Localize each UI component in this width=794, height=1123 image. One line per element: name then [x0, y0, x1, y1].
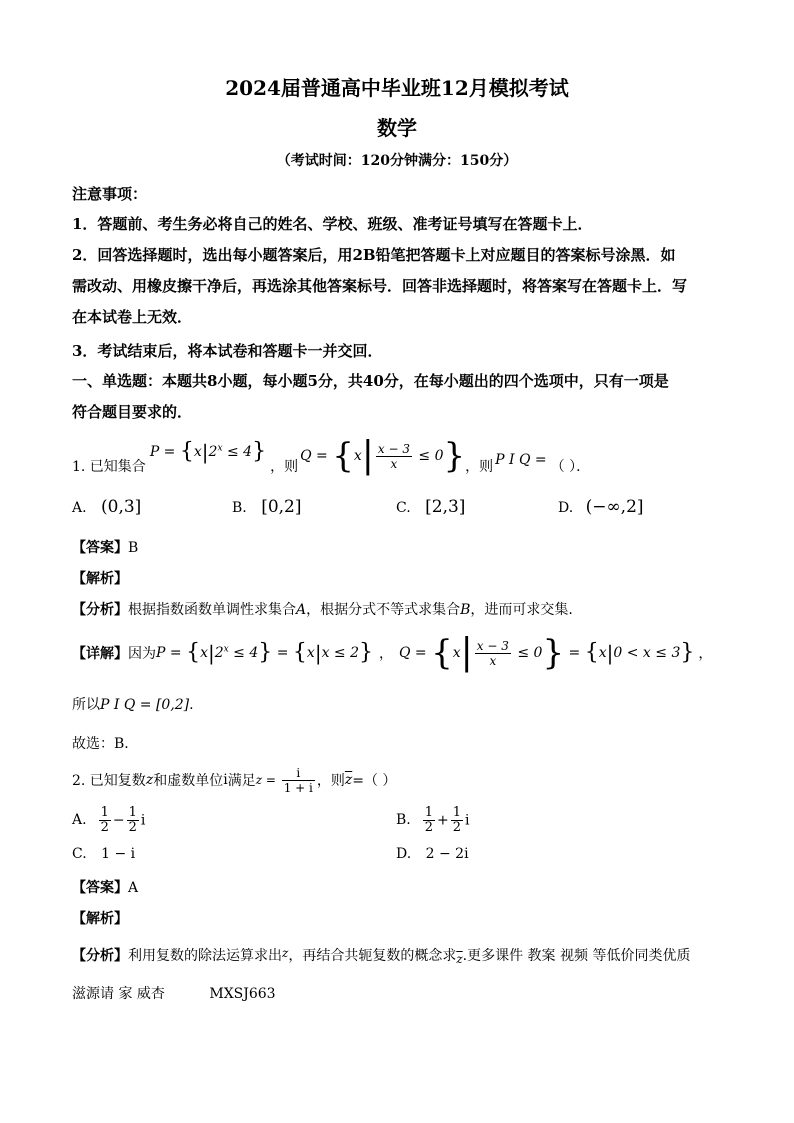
- q1-option-c-value: [2,3]: [425, 497, 466, 517]
- q1-option-c-label: C.: [396, 500, 411, 516]
- q1-detail-comma: ，: [379, 646, 393, 662]
- q2-option-b[interactable]: [396, 802, 470, 838]
- footer-code: MXSJ663: [209, 986, 276, 1002]
- q1-set-b-symbol: B: [460, 602, 471, 618]
- question-1-tail: （ ）．: [550, 459, 591, 475]
- z-conjugate: $\overline{z}$: [344, 772, 353, 788]
- z-symbol: z: [145, 772, 154, 788]
- q1-analysis-tag: 【解析】: [72, 571, 128, 587]
- set-p-definition: $P = \{x|2^x \le 4\}$: [149, 439, 267, 464]
- q1-option-a[interactable]: [72, 497, 141, 517]
- q2-option-d[interactable]: [396, 846, 469, 862]
- q1-option-b-label: B.: [232, 500, 247, 516]
- question-2-mid-1: 和虚数单位: [153, 773, 224, 789]
- z-conjugate-small: $\overline{z}$: [456, 952, 463, 966]
- set-q-definition: Q = {x| $\frac{x - 3}{x}$ ≤ 0}: [300, 435, 466, 476]
- question-2-stem: [72, 762, 396, 798]
- q1-detail-end-comma: ，: [698, 646, 713, 662]
- q1-answer-tag: 【答案】: [72, 540, 128, 556]
- q2-fenxi-text-a: 利用复数的除法运算求出: [128, 948, 282, 964]
- i-symbol: i: [223, 772, 228, 788]
- subject-heading: 数学: [377, 116, 417, 140]
- page-title: 2024届普通高中毕业班12月模拟考试: [225, 76, 569, 100]
- q1-fenxi-tag: 【分析】: [72, 602, 128, 618]
- footer-text: 滋源请 家 威杏: [72, 986, 165, 1002]
- q1-option-c[interactable]: [396, 497, 465, 517]
- question-1-stem: [72, 432, 590, 480]
- q2-option-c-label: C.: [72, 846, 87, 862]
- notes-item-3: 3．考试结束后，将本试卷和答题卡一并交回．: [72, 342, 383, 360]
- q1-fenxi: [72, 599, 573, 619]
- question-1-prefix: 1. 已知集合: [72, 459, 146, 475]
- exam-time-info: （考试时间：120分钟满分：150分）: [276, 153, 518, 169]
- q2-option-b-value: $\frac{1}{2}$ + $\frac{1}{2}$ i: [424, 804, 470, 835]
- q2-option-a-value: $\frac{1}{2}$ − $\frac{1}{2}$ i: [100, 804, 146, 835]
- q2-option-d-label: D.: [396, 846, 412, 862]
- q1-detail-tag: 【详解】: [72, 646, 128, 662]
- q1-detail-set-q: Q = {x| $\frac{x - 3}{x}$ ≤ 0} = {x|0 < x ≤ 3}: [399, 632, 695, 673]
- z-equation: z = $\frac{i}{1 + i}$: [255, 765, 313, 795]
- question-2-mid-3: ，则: [316, 773, 345, 789]
- q2-fenxi-text-b: ，再结合共轭复数的概念求: [288, 948, 457, 964]
- q2-option-a[interactable]: [72, 802, 145, 838]
- notes-heading: 注意事项：: [72, 185, 148, 203]
- q2-fenxi: [72, 945, 690, 966]
- q2-option-c[interactable]: [72, 846, 135, 862]
- notes-item-2-line-1: 2．回答选择题时，选出每小题答案后，用2B铅笔把答题卡上对应题目的答案标号涂黑．如: [72, 246, 676, 264]
- p-intersect-q: P I Q =: [495, 452, 547, 468]
- q2-answer-tag: 【答案】: [72, 880, 128, 896]
- q1-detail-prefix: 因为: [128, 646, 156, 662]
- q1-option-a-label: A.: [72, 500, 87, 516]
- question-2-prefix: 2. 已知复数: [72, 773, 146, 789]
- q1-option-d-value: (−∞,2]: [585, 497, 644, 517]
- notes-item-2-line-3: 在本试卷上无效．: [72, 308, 193, 326]
- section-1-line-2: 符合题目要求的．: [72, 403, 193, 421]
- q2-fenxi-text-c: .更多课件 教案 视频 等低价同类优质: [462, 948, 691, 964]
- q1-set-a-symbol: A: [296, 602, 307, 618]
- q1-fenxi-text-b: ，根据分式不等式求集合: [306, 602, 461, 618]
- q1-fenxi-text-c: ，进而可求交集.: [470, 602, 573, 618]
- notes-item-1: 1．答题前、考生务必将自己的姓名、学校、班级、准考证号填写在答题卡上．: [72, 215, 593, 233]
- question-2-mid-2: 满足: [227, 773, 256, 789]
- q2-option-b-label: B.: [396, 812, 411, 828]
- q1-therefore: 所以P I Q = [0,2].: [72, 697, 194, 713]
- q2-fenxi-tag: 【分析】: [72, 948, 128, 964]
- q1-option-d[interactable]: [558, 497, 644, 517]
- q2-answer: [72, 877, 138, 897]
- q2-option-c-value: 1 − i: [101, 846, 136, 862]
- q1-option-b[interactable]: [232, 497, 302, 517]
- q1-option-a-value: (0,3]: [101, 497, 142, 517]
- q2-option-a-label: A.: [72, 812, 87, 828]
- z-symbol-small: z: [282, 946, 289, 960]
- q1-answer: [72, 537, 138, 557]
- q1-choose: 故选：B.: [72, 736, 129, 752]
- section-1-line-1: 一、单选题：本题共8小题，每小题5分，共40分，在每小题出的四个选项中，只有一项是: [72, 372, 669, 390]
- q1-detail-set-p: $P = \{x|2^x \le 4\} = \{x|x \le 2\}$: [156, 640, 373, 665]
- question-1-then: ，则: [465, 459, 494, 475]
- footer-line: [72, 983, 276, 1003]
- question-1-comma: ，则: [270, 459, 299, 475]
- q1-option-d-label: D.: [558, 500, 574, 516]
- q2-option-d-value: 2 − 2i: [425, 846, 469, 862]
- q2-analysis-tag: 【解析】: [72, 911, 128, 927]
- q1-therefore-prefix: 所以: [72, 697, 100, 713]
- q1-fenxi-text-a: 根据指数函数单调性求集合: [128, 602, 296, 618]
- q1-detail: [72, 630, 712, 676]
- notes-item-2-line-2: 需改动、用橡皮擦干净后，再选涂其他答案标号．回答非选择题时，将答案写在答题卡上．写: [72, 277, 688, 295]
- q1-option-b-value: [0,2]: [261, 497, 302, 517]
- question-2-tail: =（ ）: [352, 773, 397, 789]
- q1-therefore-value: P I Q = [0,2]: [100, 697, 190, 713]
- q2-answer-value: A: [128, 880, 139, 896]
- q1-answer-value: B: [128, 540, 139, 556]
